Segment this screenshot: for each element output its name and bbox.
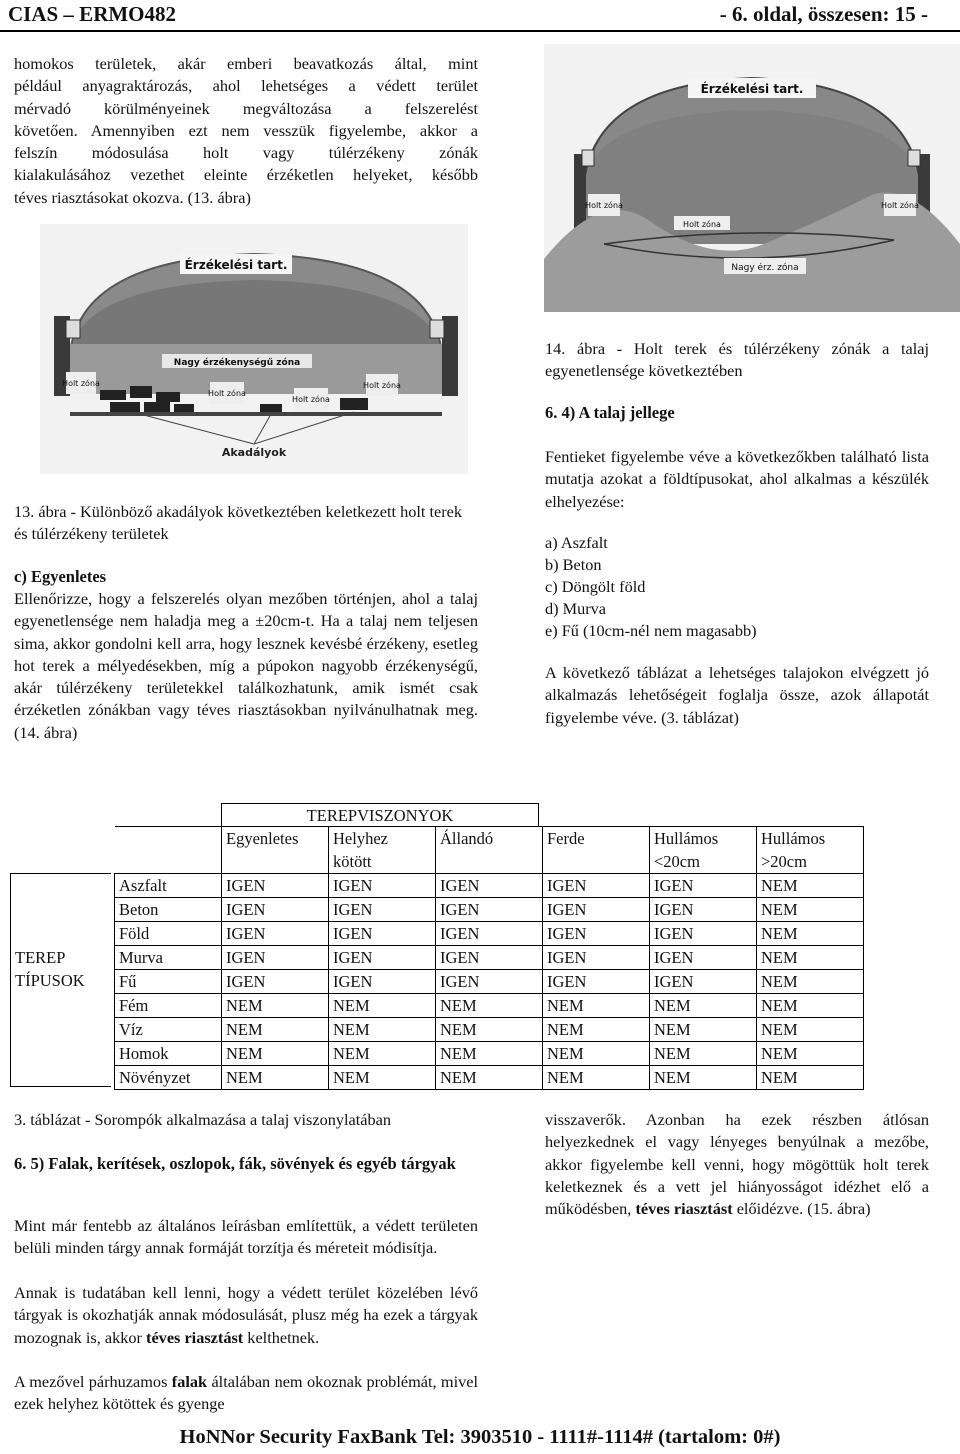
table-cell: IGEN <box>222 946 329 970</box>
table-row <box>115 1018 864 1042</box>
col-header: Hullámos >20cm <box>757 827 864 874</box>
table-cell: NEM <box>222 994 329 1018</box>
section-5-p3: A mezővel párhuzamos falak általában nem okoznak problémát, mivel ezek helyhez kötöttek és gyenge <box>14 1372 479 1414</box>
table-cell: NEM <box>543 994 650 1018</box>
table-cell: IGEN <box>329 874 436 898</box>
table-cell: IGEN <box>436 874 543 898</box>
fig14-dead-zone-2: Holt zóna <box>683 220 721 229</box>
table-row <box>115 1066 864 1090</box>
terrain-table-wrapper <box>10 803 940 1086</box>
figure-13-caption: 13. ábra - Különböző akadályok következtében keletkezett holt terek és túlérzékeny területek <box>14 502 463 544</box>
row-name: Víz <box>115 1018 222 1042</box>
terrain-table <box>114 826 864 1090</box>
intro-paragraph <box>14 53 478 209</box>
table-cell: NEM <box>222 1066 329 1090</box>
fig13-title: Érzékelési tart. <box>184 258 288 272</box>
list-item: e) Fű (10cm-nél nem magasabb) <box>545 621 757 640</box>
fig13-dead-zone-4: Holt zóna <box>363 381 401 390</box>
table-cell: NEM <box>329 994 436 1018</box>
col-header: Egyenletes <box>222 827 329 874</box>
table-cell: IGEN <box>329 970 436 994</box>
table-cell: NEM <box>329 1066 436 1090</box>
table-cell: NEM <box>543 1018 650 1042</box>
table-cell: IGEN <box>436 922 543 946</box>
table-cell: NEM <box>543 1066 650 1090</box>
list-item: a) Aszfalt <box>545 533 608 552</box>
section-4-outro: A következő táblázat a lehetséges talajokon elvégzett jó alkalmazás lehetőségeit foglalja össze, azok állapotát figyelembe véve. (3. táblázat) <box>545 663 929 727</box>
fig13-dead-zone-2: Holt zóna <box>208 389 246 398</box>
section-5-heading: 6. 5) Falak, kerítések, oszlopok, fák, sövények és egyéb tárgyak <box>14 1154 456 1173</box>
table-cell: IGEN <box>543 898 650 922</box>
fig14-dead-zone-1: Holt zóna <box>585 201 623 210</box>
table-row <box>115 946 864 970</box>
header-rule <box>0 30 960 32</box>
intro-line: felszín módosulása holt vagy túlérzékeny zónák <box>14 143 478 163</box>
figure-13 <box>40 224 468 474</box>
table-cell: NEM <box>757 946 864 970</box>
fig14-dead-zone-3: Holt zóna <box>881 201 919 210</box>
table-cell: IGEN <box>436 946 543 970</box>
figure-14-diagram <box>544 44 960 312</box>
table-cell: IGEN <box>329 898 436 922</box>
table-cell: IGEN <box>222 874 329 898</box>
table-row <box>115 898 864 922</box>
col-header: Állandó <box>436 827 543 874</box>
table-cell: NEM <box>222 1018 329 1042</box>
table-cell: NEM <box>650 1018 757 1042</box>
intro-line: mérvadó körülményeinek megváltozása a felszerelést <box>14 98 478 118</box>
fig14-title: Érzékelési tart. <box>700 82 804 96</box>
row-name: Beton <box>115 898 222 922</box>
intro-line: téves riasztásokat okozva. (13. ábra) <box>14 187 251 207</box>
table-row <box>115 922 864 946</box>
col-header: Ferde <box>543 827 650 874</box>
row-name: Fű <box>115 970 222 994</box>
table-cell: IGEN <box>222 970 329 994</box>
section-c-text: Ellenőrizze, hogy a felszerelés olyan mezőben történjen, ahol a talaj egyenetlensége nem haladja meg a ±20cm-t. Ha a talaj nem teljesen sima, akkor gondolni kell arra, hogy lesznek kevésbé érzékeny, esetleg hot terek a mélyedésekben, míg a púpokon nagyobb érzékenységű, akár túlérzékeny területekkel találkozhatunk, amik ismét csak érzéketlen zónákban vagy téves riasztásokban nyilvánulhatnak meg. (14. ábra) <box>14 589 478 742</box>
table-cell: NEM <box>436 1042 543 1066</box>
list-item: b) Beton <box>545 555 602 574</box>
list-item: c) Döngölt föld <box>545 577 646 596</box>
table-cell: IGEN <box>543 922 650 946</box>
table-cell: NEM <box>436 1018 543 1042</box>
table-cell: NEM <box>329 1042 436 1066</box>
row-group-label <box>10 873 111 1087</box>
list-item: d) Murva <box>545 599 607 618</box>
table-cell: NEM <box>650 1066 757 1090</box>
intro-line: homokos területek, akár emberi beavatkozás által, mint <box>14 54 478 73</box>
table-cell: IGEN <box>543 874 650 898</box>
table-cell: NEM <box>757 874 864 898</box>
table-cell: IGEN <box>329 946 436 970</box>
figure-14-caption: 14. ábra - Holt terek és túlérzékeny zónák a talaj egyenetlensége következtében <box>545 339 929 381</box>
col-header: Hullámos <20cm <box>650 827 757 874</box>
walls-paragraph: visszaverők. Azonban ha ezek részben átlósan helyezkednek el vagy lényeges benyúlnak a mezőbe, akkor figyelembe kell venni, hogy mögöttük holt terek keletkeznek és a vett jel hiányosságot idézhet elő a működésben, téves riasztást előidézve. (15. ábra) <box>545 1110 929 1219</box>
section-c-heading: c) Egyenletes <box>14 567 107 586</box>
section-4-heading: 6. 4) A talaj jellege <box>545 403 675 422</box>
table-cell: IGEN <box>543 970 650 994</box>
table-cell: NEM <box>757 970 864 994</box>
row-name: Fém <box>115 994 222 1018</box>
row-name: Föld <box>115 922 222 946</box>
table-row <box>115 970 864 994</box>
col-header: Helyhez kötött <box>329 827 436 874</box>
table-cell: IGEN <box>650 874 757 898</box>
section-5-p1: Mint már fentebb az általános leírásban említettük, a védett területen belüli minden tárgy annak formáját torzítja és méreteit módisítja. <box>14 1216 478 1258</box>
footer: HoNNor Security FaxBank Tel: 3903510 - 1111#-1114# (tartalom: 0#) <box>179 1426 781 1448</box>
row-name: Homok <box>115 1042 222 1066</box>
table-caption: 3. táblázat - Sorompók alkalmazása a talaj viszonylatában <box>14 1110 392 1129</box>
fig13-high-zone: Nagy érzékenységű zóna <box>173 358 301 368</box>
table-cell: IGEN <box>650 898 757 922</box>
fig13-obstacles: Akadályok <box>221 446 287 459</box>
table-cell: NEM <box>757 1042 864 1066</box>
table-header-row <box>115 827 864 874</box>
fig14-high-zone: Nagy érz. zóna <box>731 263 799 273</box>
table-cell: NEM <box>757 1066 864 1090</box>
fig13-dead-zone-3: Holt zóna <box>292 395 330 404</box>
table-cell: NEM <box>757 922 864 946</box>
table-cell: NEM <box>543 1042 650 1066</box>
intro-line: kialakulásához vezethet eleinte érzéketlen helyeket, később <box>14 165 478 185</box>
table-cell: IGEN <box>543 946 650 970</box>
row-name: Murva <box>115 946 222 970</box>
table-cell: NEM <box>757 1018 864 1042</box>
table-row <box>115 874 864 898</box>
section-4-intro: Fentieket figyelembe véve a következőkben található lista mutatja azokat a földtípusokat, ahol alkalmas a készülék elhelyezése: <box>545 447 929 511</box>
table-cell: IGEN <box>222 898 329 922</box>
table-cell: IGEN <box>650 922 757 946</box>
table-cell: IGEN <box>436 898 543 922</box>
table-cell: IGEN <box>329 922 436 946</box>
row-group-label-line1: TEREP <box>15 948 66 967</box>
figure-14 <box>544 44 960 312</box>
table-cell: NEM <box>222 1042 329 1066</box>
header-right: - 6. oldal, összesen: 15 - <box>719 2 928 26</box>
row-group-label-line2: TÍPUSOK <box>15 971 85 990</box>
row-name: Aszfalt <box>115 874 222 898</box>
table-cell: NEM <box>650 1042 757 1066</box>
table-cell: NEM <box>436 994 543 1018</box>
table-cell: NEM <box>650 994 757 1018</box>
table-cell: NEM <box>436 1066 543 1090</box>
table-cell: NEM <box>329 1018 436 1042</box>
table-title: TEREPVISZONYOK <box>221 803 539 826</box>
table-cell: IGEN <box>436 970 543 994</box>
table-row <box>115 994 864 1018</box>
table-cell: NEM <box>757 994 864 1018</box>
intro-line: például anyagraktározás, ahol lehetséges a védett terület <box>14 76 478 96</box>
header-left: CIAS – ERMO482 <box>8 2 177 26</box>
row-name: Növényzet <box>115 1066 222 1090</box>
table-cell: IGEN <box>650 946 757 970</box>
table-cell: IGEN <box>650 970 757 994</box>
figure-13-diagram <box>40 224 468 474</box>
table-row <box>115 1042 864 1066</box>
soil-list <box>545 532 757 642</box>
section-5-p2: Annak is tudatában kell lenni, hogy a védett terület közelében lévő tárgyak is okozhatják annak módosulását, plusz még ha ezek a tárgyak mozognak is, akkor téves riasztást kelthetnek. <box>14 1283 478 1347</box>
fig13-dead-zone-1: Holt zóna <box>62 379 100 388</box>
table-cell: IGEN <box>222 922 329 946</box>
table-cell: NEM <box>757 898 864 922</box>
intro-line: követően. Amennyiben ezt nem vesszük figyelembe, akkor a <box>14 120 478 140</box>
